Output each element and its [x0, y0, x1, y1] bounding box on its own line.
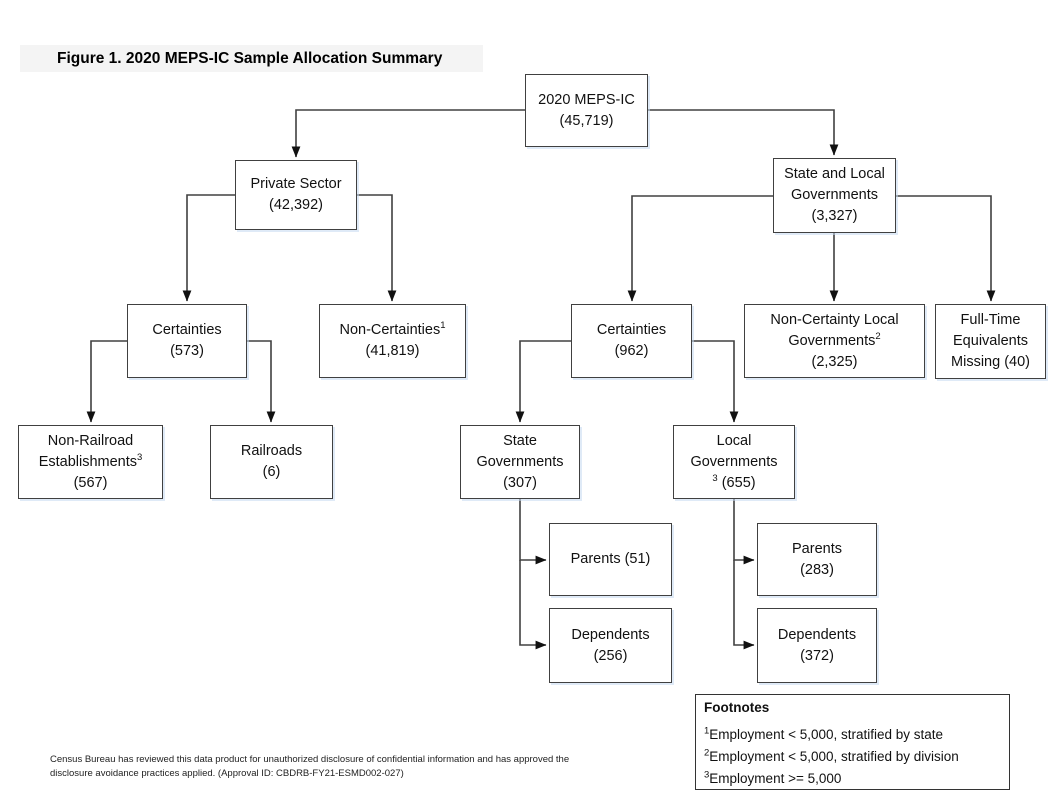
- node-label: Railroads: [240, 443, 303, 459]
- footnote-ref-3: 3: [712, 472, 718, 484]
- footnote-2-text: Employment < 5,000, stratified by division: [709, 749, 959, 764]
- node-state-governments: [460, 425, 580, 499]
- disclosure-disclaimer: [50, 753, 610, 781]
- node-label: State and Local: [784, 166, 885, 182]
- node-count: (2,325): [811, 353, 858, 370]
- node-label: State: [503, 432, 537, 449]
- node-count: [712, 473, 755, 494]
- node-label: Equivalents: [953, 333, 1028, 349]
- connector-private-to-non-certainties: [357, 195, 392, 301]
- node-label: Local: [716, 432, 752, 449]
- node-label: Full-Time: [960, 312, 1021, 328]
- node-count: (567): [73, 474, 108, 491]
- connector-private-to-certainties: [187, 195, 235, 301]
- footnote-1-text: Employment < 5,000, stratified by state: [709, 727, 944, 742]
- node-label-text: Non-Certainties: [339, 322, 441, 338]
- node-parents-local: [757, 523, 877, 596]
- node-label: Non-Certainty Local: [770, 311, 899, 328]
- connector-statelocal-to-certainties: [632, 196, 773, 301]
- node-railroads: [210, 425, 333, 499]
- node-count: (6): [262, 464, 281, 480]
- connector-certainties-to-non-railroad: [91, 341, 127, 422]
- connector-gov-certainties-to-state-gov: [520, 341, 571, 422]
- node-label-text: Governments: [788, 332, 876, 349]
- node-count: (41,819): [365, 343, 420, 359]
- node-2020-meps-ic: [525, 74, 648, 147]
- node-full-time-equivalents-missing: [935, 304, 1046, 379]
- node-label: Governments: [476, 453, 564, 470]
- node-non-railroad-establishments: [18, 425, 163, 499]
- connector-local-gov-to-parents: [734, 499, 754, 560]
- node-label: Non-Railroad: [47, 432, 134, 449]
- node-state-local-governments: [773, 158, 896, 233]
- node-local-governments: [673, 425, 795, 499]
- node-dependents-local: [757, 608, 877, 683]
- footnote-3-marker: 3: [704, 769, 710, 781]
- node-label: Governments: [790, 187, 879, 203]
- connector-meps-to-private-sector: [296, 110, 526, 157]
- connector-state-gov-to-dependents: [520, 560, 546, 645]
- footnotes-heading: Footnotes: [704, 700, 770, 715]
- node-count: (256): [593, 647, 628, 664]
- node-parents-state: [549, 523, 672, 596]
- footnote-1: [704, 724, 1001, 746]
- node-label: Governments: [690, 453, 778, 470]
- connector-state-gov-to-parents: [520, 499, 546, 560]
- footnote-ref-2: 2: [875, 330, 881, 342]
- connector-gov-certainties-to-local-gov: [692, 341, 734, 422]
- node-count: (42,392): [268, 197, 323, 213]
- node-non-certainty-local-governments: [744, 304, 925, 378]
- node-label: Private Sector: [250, 176, 342, 192]
- node-label: Certainties: [152, 322, 222, 338]
- node-non-certainties: [319, 304, 466, 378]
- node-count: (372): [800, 647, 834, 664]
- footnote-ref-3: 3: [137, 451, 143, 463]
- footnote-3: [704, 768, 1001, 790]
- footnote-2: [704, 746, 1001, 768]
- node-label: 2020 MEPS-IC: [538, 91, 635, 108]
- node-count-text: (655): [717, 474, 756, 491]
- node-label: Parents (51): [570, 551, 651, 567]
- node-count: (45,719): [559, 112, 614, 129]
- footnotes-box: [695, 694, 1010, 790]
- disclaimer-line-2: disclosure avoidance practices applied. (Approval ID: CBDRB-FY21-ESMD002-027): [50, 768, 404, 779]
- node-count: (573): [170, 343, 204, 359]
- figure-title: Figure 1. 2020 MEPS-IC Sample Allocation Summary: [57, 49, 443, 67]
- node-count: (283): [800, 561, 834, 578]
- node-label: Certainties: [596, 322, 667, 338]
- disclaimer-line-1: Census Bureau has reviewed this data product for unauthorized disclosure of confidential information and has approved the: [50, 754, 570, 765]
- footnote-3-text: Employment >= 5,000: [709, 771, 842, 786]
- footnote-1-marker: 1: [704, 725, 710, 737]
- node-count: (307): [503, 474, 537, 491]
- node-label-text: Establishments: [38, 453, 138, 470]
- footnote-2-marker: 2: [704, 747, 710, 759]
- node-label: [339, 320, 445, 341]
- node-dependents-state: [549, 608, 672, 683]
- connector-statelocal-to-fte-missing: [895, 196, 991, 301]
- connector-meps-to-state-local: [648, 110, 834, 155]
- node-certainties-gov: [571, 304, 692, 378]
- node-label: Dependents: [777, 626, 857, 643]
- node-certainties-private: [127, 304, 247, 378]
- connector-certainties-to-railroads: [247, 341, 271, 422]
- node-label: Dependents: [571, 626, 650, 643]
- node-label: [788, 331, 880, 352]
- figure-title-bar: [20, 45, 483, 72]
- node-count: (3,327): [811, 208, 858, 224]
- connector-local-gov-to-dependents: [734, 560, 754, 645]
- node-private-sector: [235, 160, 357, 230]
- node-label: Missing (40): [951, 354, 1030, 370]
- node-label: [39, 452, 143, 473]
- footnote-ref-1: 1: [440, 320, 446, 332]
- node-count: (962): [614, 343, 649, 359]
- node-label: Parents: [792, 540, 842, 557]
